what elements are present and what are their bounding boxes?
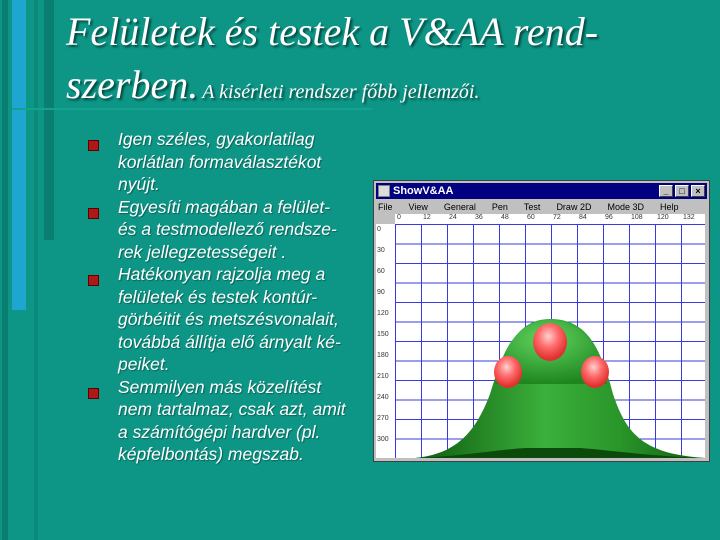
bullet-text: Hatékonyan rajzolja meg a felületek és testek kontúr- görbéitit és metszésvonalait, továbbá állítja elő árnyalt ké- peiket.: [118, 264, 341, 374]
minimize-button[interactable]: _: [659, 185, 673, 197]
ruler-tick-label: 120: [657, 214, 669, 221]
close-button[interactable]: ×: [691, 185, 705, 197]
ruler-tick-label: 270: [377, 415, 389, 422]
ruler-tick-label: 30: [377, 247, 385, 254]
menu-view[interactable]: View: [408, 202, 428, 212]
decor-bar: [44, 0, 54, 240]
drawing-canvas[interactable]: [395, 224, 705, 458]
decor-bar: [12, 0, 26, 310]
ruler-tick-label: 60: [377, 268, 385, 275]
bullet-text: Egyesíti magában a felület- és a testmodellező rendsze- rek jellegzetességeit .: [118, 196, 337, 262]
surface-render: [395, 224, 705, 458]
ruler-tick-label: 90: [377, 289, 385, 296]
bullet-list: [86, 128, 386, 466]
ruler-tick-label: 72: [553, 214, 561, 221]
ruler-tick-label: 120: [377, 310, 389, 317]
menu-draw-2d[interactable]: Draw 2D: [556, 202, 592, 212]
bullet-square-icon: [88, 388, 99, 399]
menu-bar: [374, 201, 709, 214]
ruler-tick-label: 36: [475, 214, 483, 221]
ruler-tick-label: 132: [683, 214, 695, 221]
bullet-item: [86, 376, 386, 466]
slide-title: [66, 10, 716, 116]
bullet-square-icon: [88, 275, 99, 286]
ruler-tick-label: 84: [579, 214, 587, 221]
ruler-tick-label: 180: [377, 352, 389, 359]
vertical-ruler: [376, 224, 395, 458]
window-titlebar[interactable]: [376, 183, 707, 199]
bullet-text: Semmilyen más közelítést nem tartalmaz, csak azt, amit a számítógépi hardver (pl. képfelbontás) megszab.: [118, 376, 346, 464]
menu-general[interactable]: General: [443, 202, 476, 212]
bullet-item: [86, 128, 386, 196]
bullet-text: Igen széles, gyakorlatilag korlátlan formaválasztékot nyújt.: [118, 129, 322, 194]
bullet-item: [86, 263, 386, 376]
app-window[interactable]: [373, 180, 710, 462]
ruler-tick-label: 24: [449, 214, 457, 221]
ruler-tick-label: 210: [377, 373, 389, 380]
app-icon[interactable]: [378, 185, 390, 197]
red-bump: [581, 356, 609, 388]
ruler-tick-label: 96: [605, 214, 613, 221]
window-title: ShowV&AA: [393, 185, 454, 197]
menu-mode-3d[interactable]: Mode 3D: [607, 202, 644, 212]
bullet-square-icon: [88, 140, 99, 151]
ruler-tick-label: 108: [631, 214, 643, 221]
ruler-tick-label: 0: [397, 214, 401, 221]
ruler-tick-label: 150: [377, 331, 389, 338]
title-sub: A kisérleti rendszer főbb jellemzői.: [202, 81, 480, 103]
menu-help[interactable]: Help: [659, 202, 679, 212]
red-bump: [494, 356, 522, 388]
bullet-item: [86, 196, 386, 264]
red-bump: [533, 323, 567, 361]
menu-file[interactable]: File: [378, 202, 393, 212]
horizontal-ruler: [395, 214, 705, 224]
ruler-tick-label: 0: [377, 226, 381, 233]
ruler-tick-label: 300: [377, 436, 389, 443]
maximize-button[interactable]: □: [675, 185, 689, 197]
ruler-tick-label: 48: [501, 214, 509, 221]
ruler-tick-label: 240: [377, 394, 389, 401]
bullet-square-icon: [88, 208, 99, 219]
title-main: Felületek és testek a V&AA rend-szerben.: [66, 9, 599, 107]
ruler-tick-label: 12: [423, 214, 431, 221]
decor-bar: [2, 0, 8, 540]
menu-pen[interactable]: Pen: [491, 202, 508, 212]
menu-test[interactable]: Test: [523, 202, 541, 212]
ruler-tick-label: 60: [527, 214, 535, 221]
decor-bar: [34, 0, 38, 540]
